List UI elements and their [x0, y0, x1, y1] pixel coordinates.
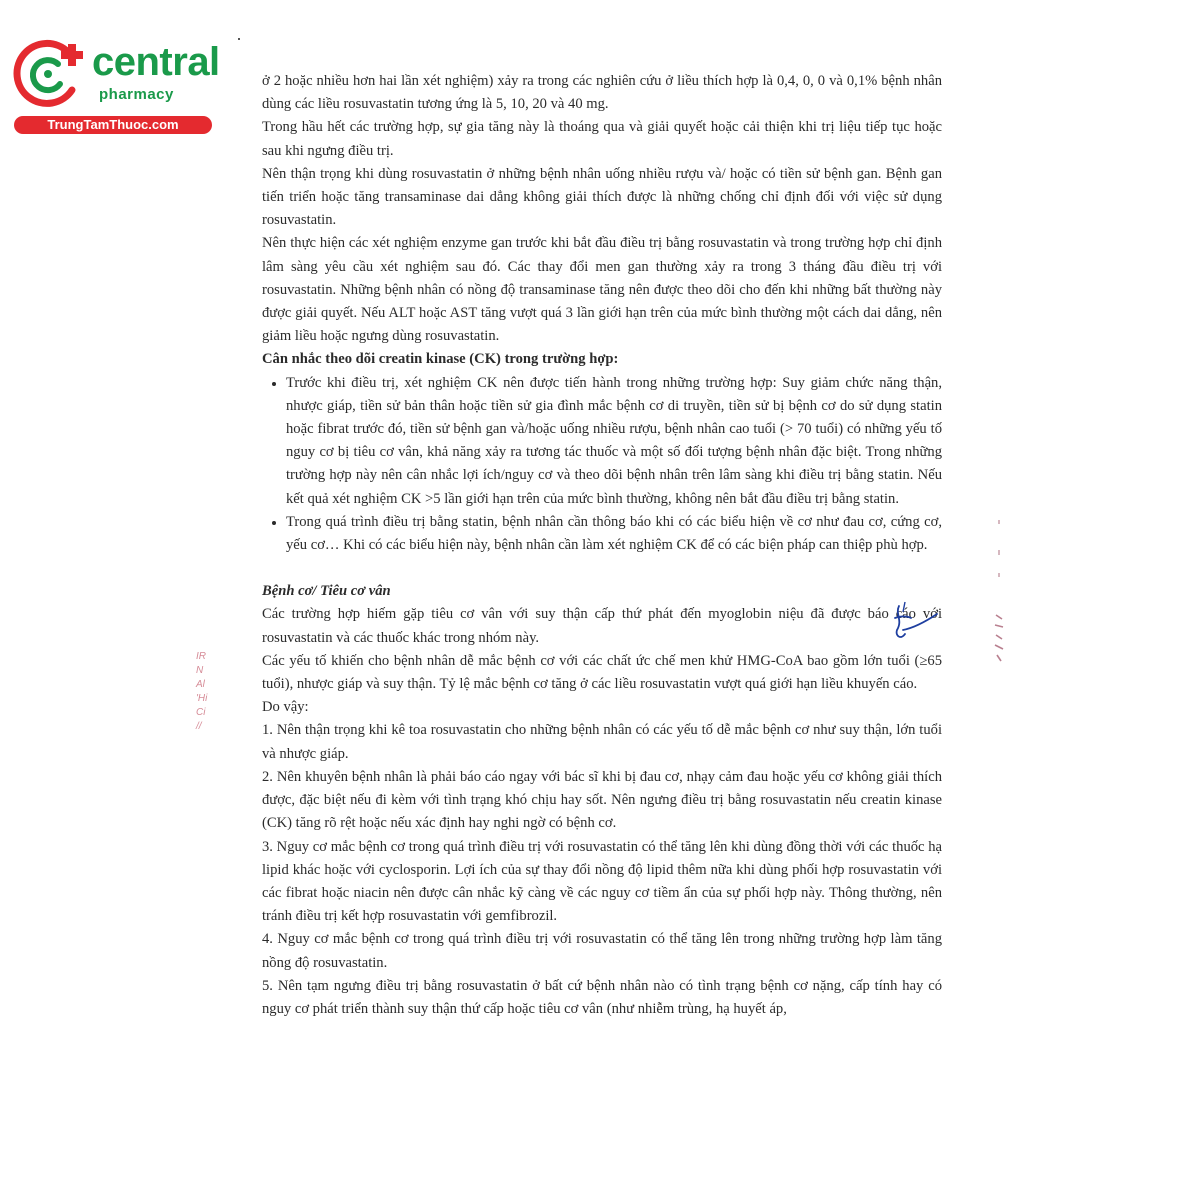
right-margin-stamp-marks [990, 515, 1008, 665]
margin-mark: N [196, 665, 204, 676]
scan-speck [238, 38, 240, 40]
margin-mark: IR [196, 651, 206, 662]
list-item: • Trước khi điều trị, xét nghiệm CK nên được tiến hành trong những trường hợp: Suy giảm chức năng thận, nhược giáp, tiền sử bản thân hoặc tiền sử gia đình mắc bệnh cơ di truyền, tiền sử bị bệnh cơ do sử dụng statin hoặc fibrat trước đó, tiền sử bệnh gan và/hoặc uống nhiều rượu, bệnh nhân cao tuổi (> 70 tuổi) có những yếu tố nguy cơ bị tiêu cơ vân, khả năng xảy ra tương tác thuốc và một số đối tượng bệnh nhân đặc biệt. Trong những trường hợp này nên cân nhắc lợi ích/nguy cơ và theo dõi bệnh nhân trên lâm sàng khi điều trị bằng statin. Nếu kết quả xét nghiệm CK >5 lần giới hạn trên của mức bình thường, không nên bắt đầu điều trị bằng statin. [286, 372, 942, 511]
paragraph: Nên thận trọng khi dùng rosuvastatin ở những bệnh nhân uống nhiều rượu và/ hoặc có tiền sử bệnh gan. Bệnh gan tiến triển hoặc tăng transaminase dai dẳng không giải thích được là những chống chỉ định đối với việc sử dụng rosuvastatin. [262, 165, 942, 229]
numbered-item: 2. Nên khuyên bệnh nhân là phải báo cáo ngay với bác sĩ khi bị đau cơ, nhạy cảm đau hoặc yếu cơ không giải thích được, đặc biệt nếu đi kèm với tình trạng khó chịu hay sốt. Nên ngưng điều trị bằng rosuvastatin nếu creatin kinase (CK) tăng rõ rệt hoặc nếu xác định hay nghi ngờ có bệnh cơ. [262, 768, 942, 832]
logo-sub-text: pharmacy [99, 86, 174, 103]
document-body [262, 70, 942, 1021]
margin-mark: // [196, 721, 202, 732]
logo-url-banner: TrungTamThuoc.com [14, 116, 212, 134]
margin-mark: 'Hi [196, 693, 208, 704]
numbered-item: 1. Nên thận trọng khi kê toa rosuvastatin cho những bệnh nhân có các yếu tố dễ mắc bệnh cơ như suy thận, lớn tuổi và nhược giáp. [262, 722, 942, 762]
paragraph: Nên thực hiện các xét nghiệm enzyme gan trước khi bắt đầu điều trị bằng rosuvastatin và trong trường hợp chỉ định lâm sàng yêu cầu xét nghiệm sau đó. Các thay đổi men gan thường xảy ra trong 3 tháng đầu điều trị với rosuvastatin. Những bệnh nhân có nồng độ transaminase tăng nên được theo dõi cho đến khi những bất thường này được giải quyết. Nếu ALT hoặc AST tăng vượt quá 3 lần giới hạn trên của mức bình thường một cách dai dẳng, nên giảm liều hoặc ngưng dùng rosuvastatin. [262, 235, 942, 345]
numbered-item: 5. Nên tạm ngưng điều trị bằng rosuvastatin ở bất cứ bệnh nhân nào có tình trạng bệnh cơ nặng, cấp tính hay có nguy cơ phát triển thành suy thận thứ cấp hoặc tiêu cơ vân (như nhiễm trùng, hạ huyết áp, [262, 977, 942, 1017]
ck-bullet-list [262, 372, 942, 558]
numbered-item: 4. Nguy cơ mắc bệnh cơ trong quá trình điều trị với rosuvastatin có thể tăng lên trong những trường hợp làm tăng nồng độ rosuvastatin. [262, 931, 942, 971]
margin-mark: Ci [196, 707, 206, 718]
paragraph: Trong hầu hết các trường hợp, sự gia tăng này là thoáng qua và giải quyết hoặc cải thiện khi trị liệu tiếp tục hoặc sau khi ngưng điều trị. [262, 119, 942, 159]
left-margin-stamp-marks [196, 650, 216, 734]
list-item: • Trong quá trình điều trị bằng statin, bệnh nhân cần thông báo khi có các biểu hiện về cơ như đau cơ, cứng cơ, yếu cơ… Khi có các biểu hiện này, bệnh nhân cần làm xét nghiệm CK để có các biện pháp can thiệp phù hợp. [286, 511, 942, 557]
margin-mark: Al [196, 679, 205, 690]
pharmacy-cross-logo-icon [10, 38, 90, 110]
numbered-item: 3. Nguy cơ mắc bệnh cơ trong quá trình điều trị với rosuvastatin có thể tăng lên khi dùng đồng thời với các thuốc hạ lipid khác hoặc với cyclosporin. Lợi ích của sự thay đổi nồng độ lipid thêm nữa khi dùng phối hợp rosuvastatin với các fibrat hoặc niacin nên được cân nhắc kỹ càng về các nguy cơ tiềm ẩn của sự phối hợp này. Thông thường, nên tránh điều trị kết hợp rosuvastatin với gemfibrozil. [262, 838, 942, 925]
handwritten-signature [885, 600, 945, 650]
paragraph: Do vậy: [262, 699, 309, 716]
paragraph: Các yếu tố khiến cho bệnh nhân dễ mắc bệnh cơ với các chất ức chế men khử HMG-CoA bao gồm lớn tuổi (≥65 tuổi), nhược giáp và suy thận. Tỷ lệ mắc bệnh cơ tăng ở các liều rosuvastatin vượt quá giới hạn liều khuyến cáo. [262, 652, 942, 693]
paragraph: Các trường hợp hiếm gặp tiêu cơ vân với suy thận cấp thứ phát đến myoglobin niệu đã được báo cáo với rosuvastatin và các thuốc khác trong nhóm này. [262, 606, 942, 646]
section-heading-ck: Cân nhắc theo dõi creatin kinase (CK) trong trường hợp: [262, 351, 619, 368]
section-heading-myopathy: Bệnh cơ/ Tiêu cơ vân [262, 583, 391, 600]
central-pharmacy-logo [10, 36, 220, 136]
paragraph: ở 2 hoặc nhiều hơn hai lần xét nghiệm) xảy ra trong các nghiên cứu ở liều thích hợp là 0,4, 0, 0 và 0,1% bệnh nhân dùng các liều rosuvastatin tương ứng là 5, 10, 20 và 40 mg. [262, 73, 942, 113]
logo-brand-text: central [92, 40, 220, 84]
